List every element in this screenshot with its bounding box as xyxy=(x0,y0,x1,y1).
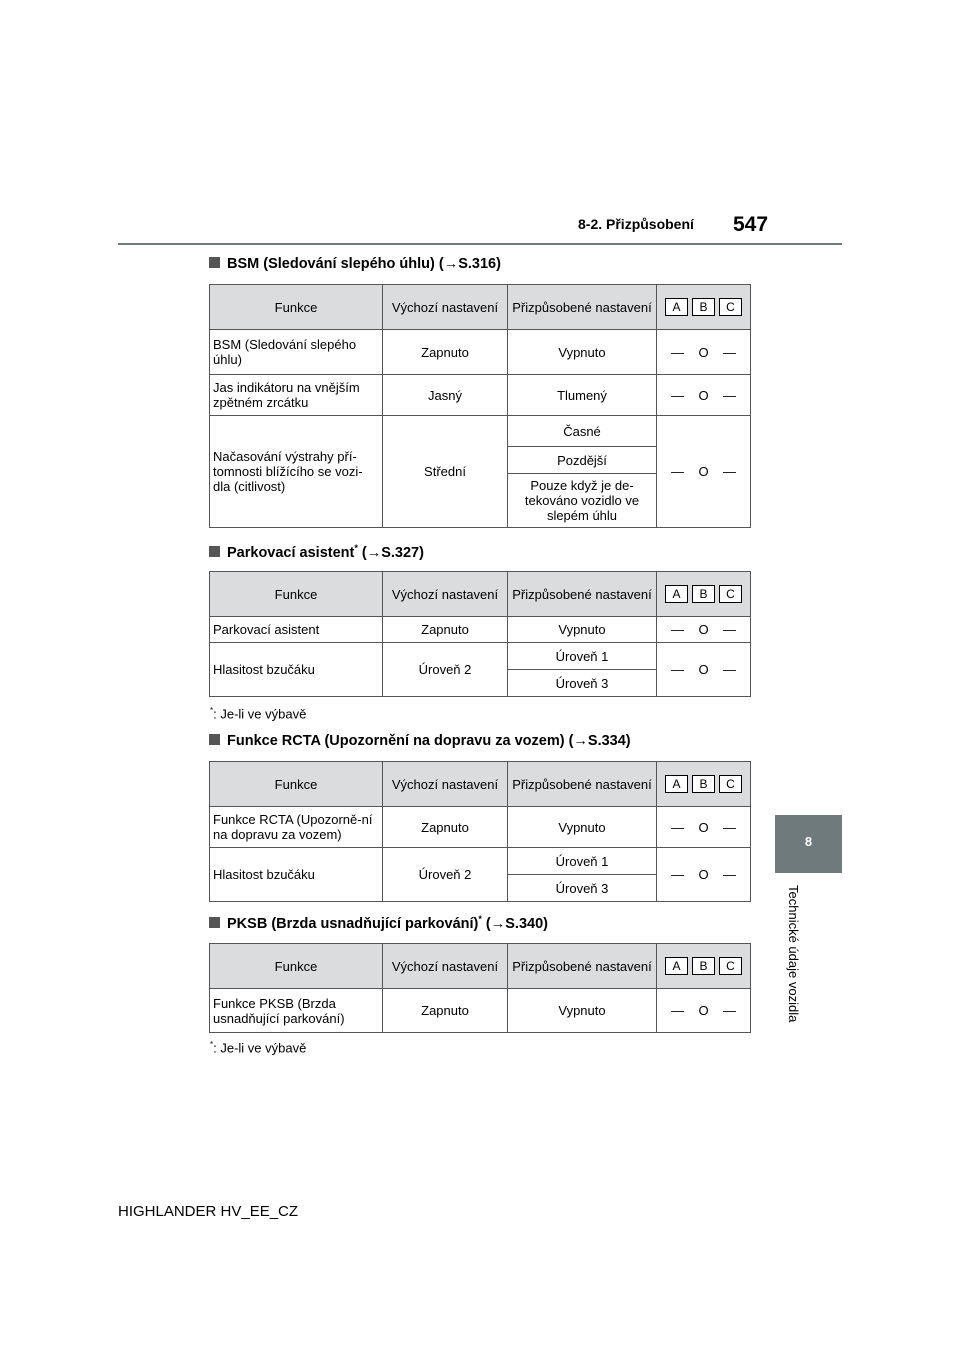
cell-abc: — O — xyxy=(657,807,751,848)
col-c-box: C xyxy=(719,775,742,793)
cell-vychozi: Zapnuto xyxy=(383,807,508,848)
col-header-prizpusobene: Přizpůsobené nastavení xyxy=(508,285,657,330)
cell-vychozi: Střední xyxy=(383,416,508,528)
cell-funkce: Funkce PKSB (Brzda usnadňující parkování) xyxy=(210,989,383,1033)
cell-abc: — O — xyxy=(657,643,751,697)
cell-prizp: Úroveň 3 xyxy=(508,875,657,902)
table-header-row xyxy=(210,762,751,807)
col-a-box: A xyxy=(665,957,688,975)
cell-prizp: Vypnuto xyxy=(508,989,657,1033)
col-header-funkce: Funkce xyxy=(210,285,383,330)
cell-abc: — O — xyxy=(657,617,751,643)
table-bsm xyxy=(209,284,751,528)
footnote: *: Je-li ve výbavě xyxy=(210,706,307,722)
col-b-box: B xyxy=(692,298,715,316)
col-header-vychozi: Výchozí nastavení xyxy=(383,944,508,989)
col-header-vychozi: Výchozí nastavení xyxy=(383,762,508,807)
table-row xyxy=(210,807,751,848)
cell-vychozi: Jasný xyxy=(383,375,508,416)
section-heading-bsm: BSM (Sledování slepého úhlu) (→S.316) xyxy=(209,256,501,272)
cell-vychozi: Úroveň 2 xyxy=(383,848,508,902)
col-header-prizpusobene: Přizpůsobené nastavení xyxy=(508,944,657,989)
col-header-abc xyxy=(657,572,751,617)
col-header-funkce: Funkce xyxy=(210,762,383,807)
cell-vychozi: Úroveň 2 xyxy=(383,643,508,697)
col-b-box: B xyxy=(692,957,715,975)
col-header-abc xyxy=(657,944,751,989)
cell-prizp: Úroveň 3 xyxy=(508,670,657,697)
table-row xyxy=(210,848,751,875)
col-header-prizpusobene: Přizpůsobené nastavení xyxy=(508,572,657,617)
table-row xyxy=(210,375,751,416)
cell-abc: — O — xyxy=(657,989,751,1033)
col-header-abc xyxy=(657,762,751,807)
col-a-box: A xyxy=(665,775,688,793)
footnote: *: Je-li ve výbavě xyxy=(210,1040,307,1056)
chapter-label: Technické údaje vozidla xyxy=(786,885,801,1023)
table-header-row xyxy=(210,944,751,989)
col-c-box: C xyxy=(719,298,742,316)
document-footer: HIGHLANDER HV_EE_CZ xyxy=(118,1203,299,1220)
table-row xyxy=(210,989,751,1033)
table-row xyxy=(210,617,751,643)
col-header-prizpusobene: Přizpůsobené nastavení xyxy=(508,762,657,807)
col-a-box: A xyxy=(665,585,688,603)
col-header-abc xyxy=(657,285,751,330)
cell-abc: — O — xyxy=(657,375,751,416)
cell-prizp: Pouze když je de-tekováno vozidlo ve slepém úhlu xyxy=(508,474,657,528)
col-header-vychozi: Výchozí nastavení xyxy=(383,572,508,617)
col-a-box: A xyxy=(665,298,688,316)
bullet-square-icon xyxy=(209,734,220,745)
cell-prizp: Vypnuto xyxy=(508,330,657,375)
bullet-square-icon xyxy=(209,257,220,268)
cell-prizp: Vypnuto xyxy=(508,807,657,848)
cell-funkce: Parkovací asistent xyxy=(210,617,383,643)
page-number: 547 xyxy=(733,213,769,236)
cell-prizp: Tlumený xyxy=(508,375,657,416)
cell-funkce: Funkce RCTA (Upozorně-ní na dopravu za vozem) xyxy=(210,807,383,848)
header-rule xyxy=(118,243,842,245)
section-heading-pksb: PKSB (Brzda usnadňující parkování)* (→S.340) xyxy=(209,914,548,932)
cell-vychozi: Zapnuto xyxy=(383,989,508,1033)
col-b-box: B xyxy=(692,585,715,603)
table-row xyxy=(210,416,751,447)
section-heading-rcta: Funkce RCTA (Upozornění na dopravu za vozem) (→S.334) xyxy=(209,733,631,749)
col-header-vychozi: Výchozí nastavení xyxy=(383,285,508,330)
cell-funkce: Jas indikátoru na vnějším zpětném zrcátku xyxy=(210,375,383,416)
bullet-square-icon xyxy=(209,546,220,557)
col-header-funkce: Funkce xyxy=(210,572,383,617)
cell-abc: — O — xyxy=(657,848,751,902)
cell-funkce: Hlasitost bzučáku xyxy=(210,643,383,697)
table-row xyxy=(210,330,751,375)
col-c-box: C xyxy=(719,585,742,603)
cell-funkce: BSM (Sledování slepého úhlu) xyxy=(210,330,383,375)
section-heading-parking: Parkovací asistent* (→S.327) xyxy=(209,543,424,561)
cell-funkce: Načasování výstrahy pří-tomnosti blížícího se vozi-dla (citlivost) xyxy=(210,416,383,528)
cell-abc: — O — xyxy=(657,416,751,528)
col-b-box: B xyxy=(692,775,715,793)
table-pksb xyxy=(209,943,751,1033)
cell-vychozi: Zapnuto xyxy=(383,330,508,375)
table-header-row xyxy=(210,572,751,617)
bullet-square-icon xyxy=(209,917,220,928)
cell-prizp: Časné xyxy=(508,416,657,447)
table-row xyxy=(210,643,751,670)
section-title: 8-2. Přizpůsobení xyxy=(578,216,694,232)
cell-prizp: Úroveň 1 xyxy=(508,848,657,875)
col-header-funkce: Funkce xyxy=(210,944,383,989)
cell-vychozi: Zapnuto xyxy=(383,617,508,643)
cell-funkce: Hlasitost bzučáku xyxy=(210,848,383,902)
cell-abc: — O — xyxy=(657,330,751,375)
chapter-number: 8 xyxy=(804,834,813,849)
cell-prizp: Úroveň 1 xyxy=(508,643,657,670)
cell-prizp: Vypnuto xyxy=(508,617,657,643)
table-header-row xyxy=(210,285,751,330)
table-rcta xyxy=(209,761,751,902)
table-parking xyxy=(209,571,751,697)
col-c-box: C xyxy=(719,957,742,975)
cell-prizp: Pozdější xyxy=(508,447,657,474)
